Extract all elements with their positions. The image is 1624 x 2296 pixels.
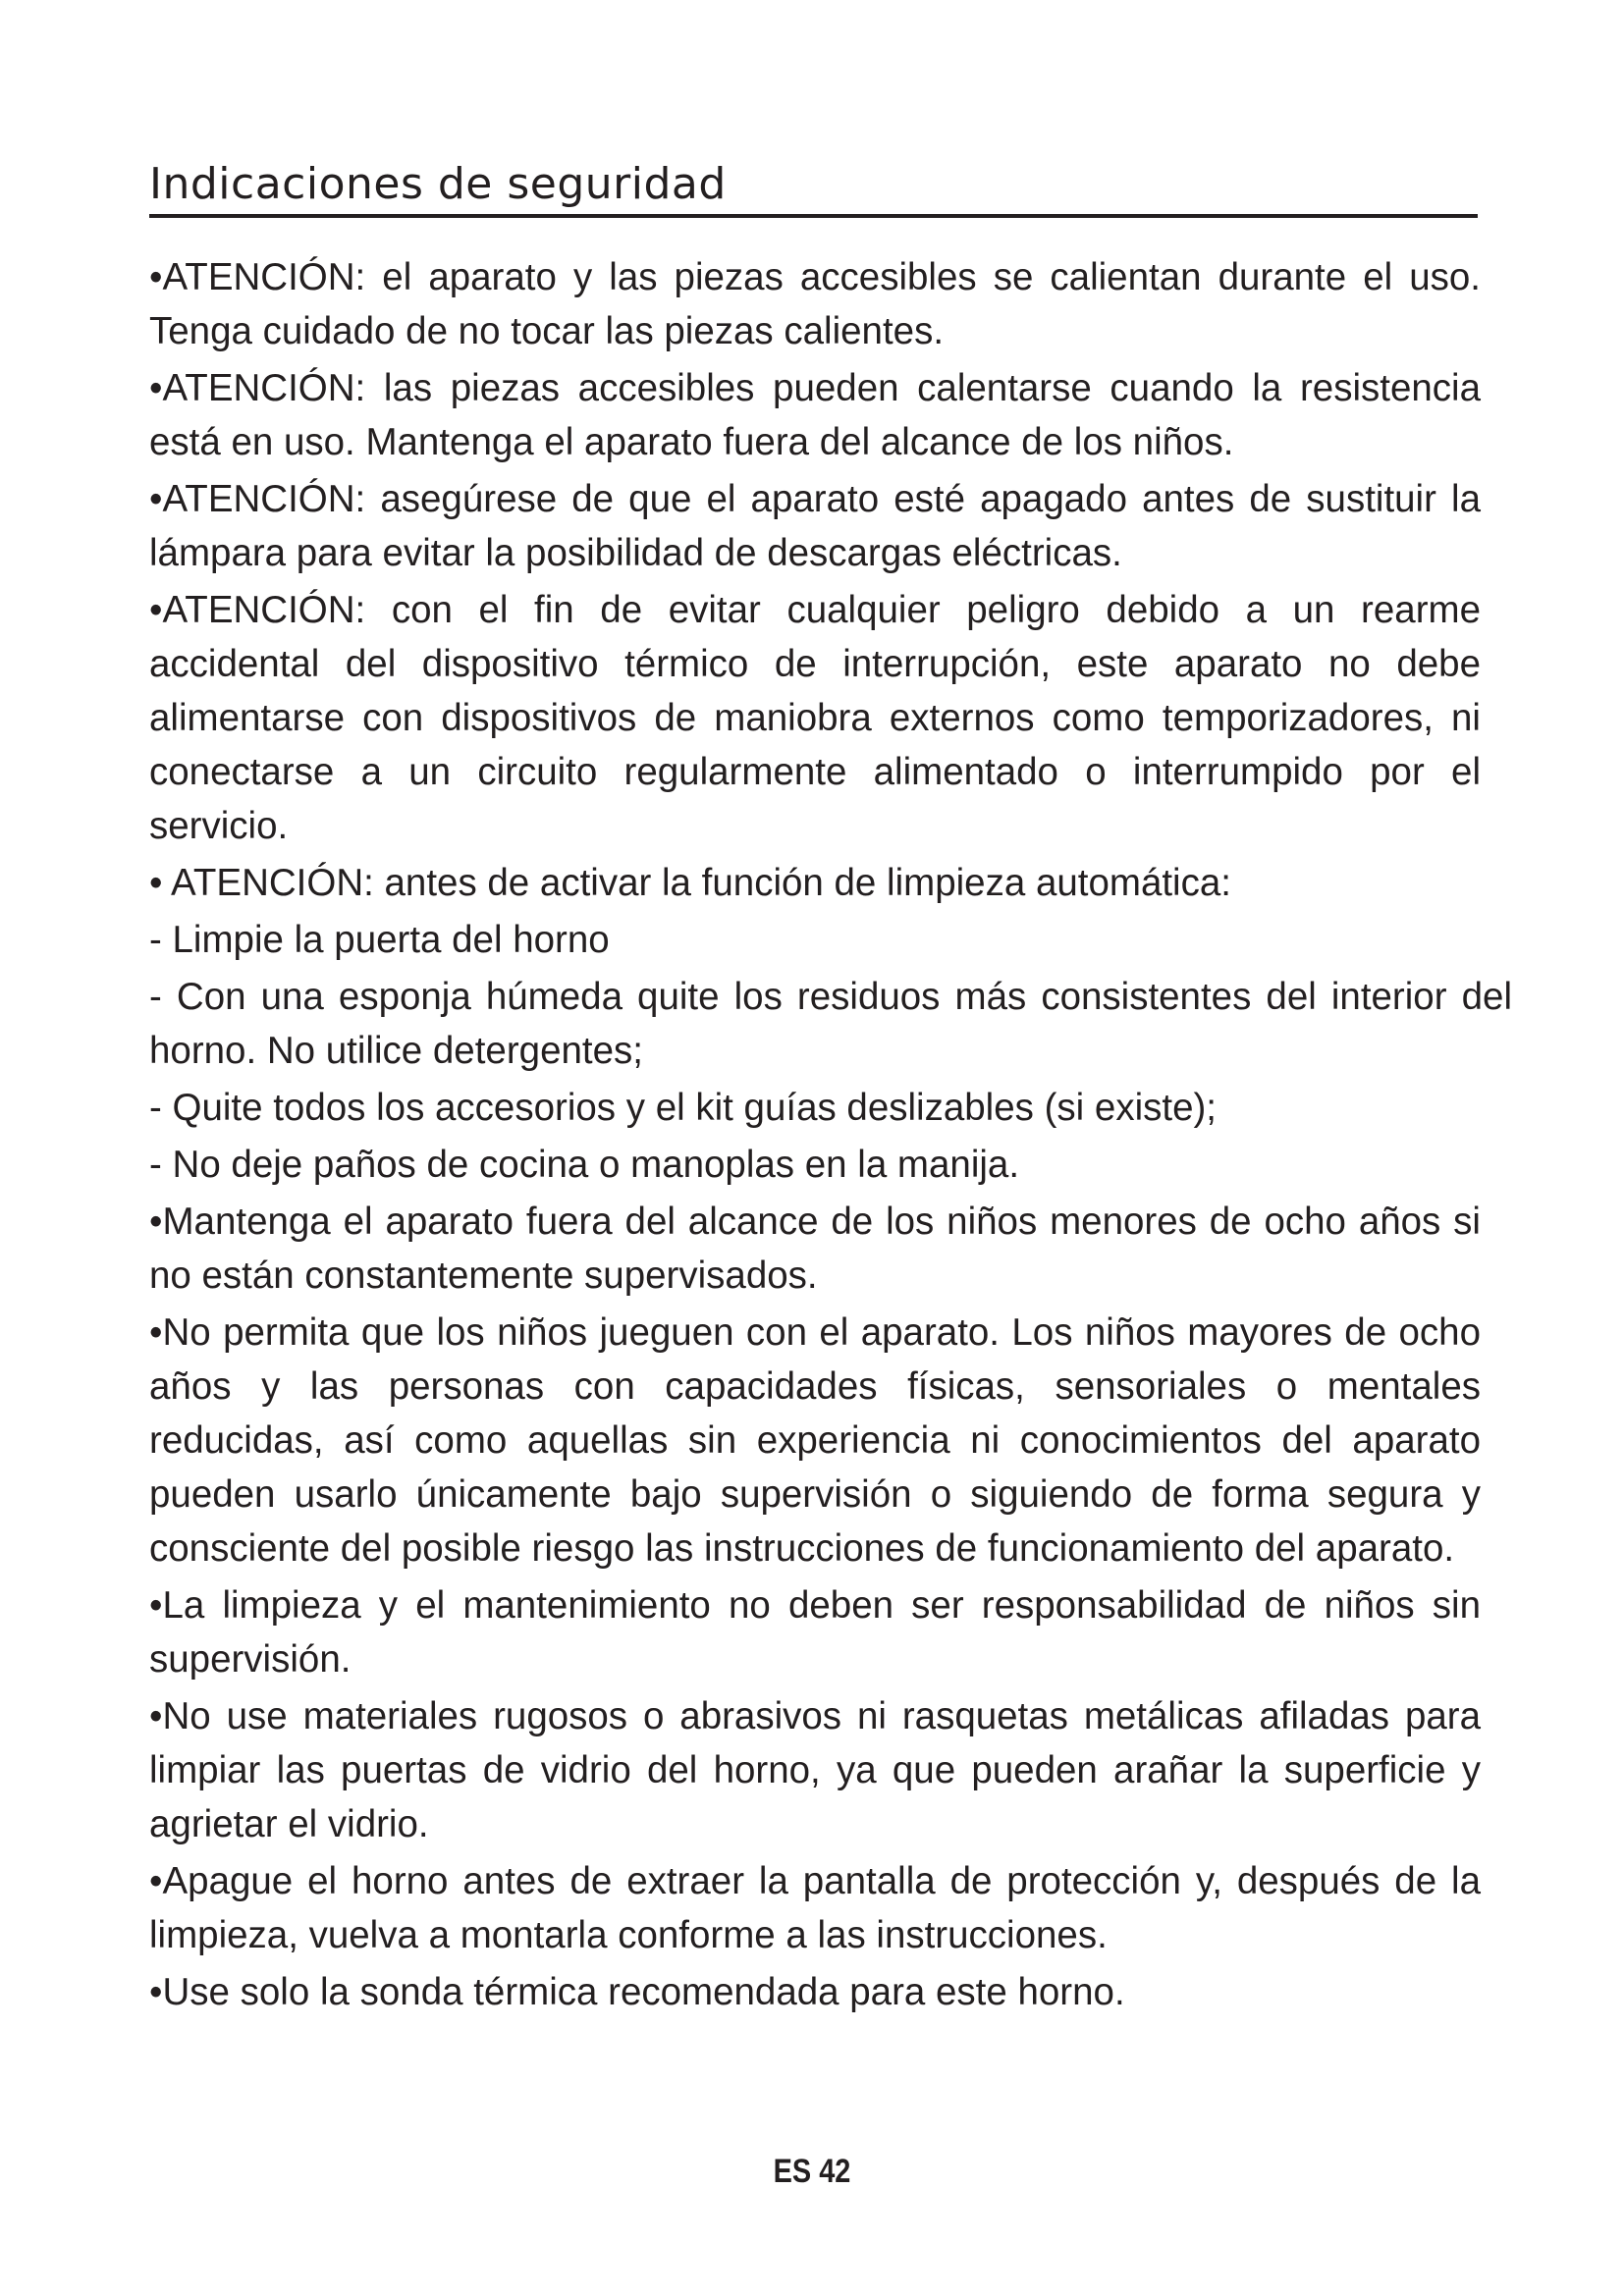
list-item-clean-door: - Limpie la puerta del horno <box>149 919 610 961</box>
page-number: ES 42 <box>773 2153 851 2190</box>
paragraph-children-age: •Mantenga el aparato fuera del alcance de los niños menores de ocho años si no están constantemente supervisados. <box>149 1201 1481 1297</box>
paragraph-self-cleaning-intro: • ATENCIÓN: antes de activar la función de limpieza automática: <box>149 862 1231 904</box>
list-item-sponge: - Con una esponja húmeda quite los residuos más consistentes del interior del horno. No utilice detergentes; <box>149 976 1512 1072</box>
safety-instructions <box>149 250 1512 2022</box>
list-item-towels: - No deje paños de cocina o manoplas en la manija. <box>149 1144 1020 1186</box>
heading-underline <box>149 214 1478 218</box>
paragraph-heating-element: •ATENCIÓN: las piezas accesibles pueden calentarse cuando la resistencia está en uso. Mantenga el aparato fuera del alcance de los niños. <box>149 367 1481 463</box>
paragraph-protection-screen: •Apague el horno antes de extraer la pantalla de protección y, después de la limpieza, vuelva a montarla conforme a las instrucciones. <box>149 1860 1481 1956</box>
paragraph-cleaning-supervision: •La limpieza y el mantenimiento no deben ser responsabilidad de niños sin supervisión. <box>149 1584 1481 1681</box>
list-item-remove-accessories: - Quite todos los accesorios y el kit guías deslizables (si existe); <box>149 1087 1218 1129</box>
paragraph-thermal-cutout: •ATENCIÓN: con el fin de evitar cualquier peligro debido a un rearme accidental del dispositivo térmico de interrupción, este aparato no debe alimentarse con dispositivos de maniobra externos como temporizadores, ni conectarse a un circuito regularmente alimentado o interrumpido por el servicio. <box>149 589 1481 847</box>
paragraph-hot-parts: •ATENCIÓN: el aparato y las piezas accesibles se calientan durante el uso. Tenga cuidado de no tocar las piezas calientes. <box>149 256 1481 352</box>
paragraph-children-play: •No permita que los niños jueguen con el aparato. Los niños mayores de ocho años y las personas con capacidades físicas, sensoriales o mentales reducidas, así como aquellas sin experiencia ni conocimientos del aparato pueden usarlo únicamente bajo supervisión o siguiendo de forma segura y consciente del posible riesgo las instrucciones de funcionamiento del aparato. <box>149 1311 1481 1570</box>
paragraph-lamp-replacement: •ATENCIÓN: asegúrese de que el aparato esté apagado antes de sustituir la lámpara para evitar la posibilidad de descargas eléctricas. <box>149 478 1481 574</box>
paragraph-abrasive-materials: •No use materiales rugosos o abrasivos ni rasquetas metálicas afiladas para limpiar las puertas de vidrio del horno, ya que pueden arañar la superficie y agrietar el vidrio. <box>149 1695 1481 1845</box>
paragraph-thermal-probe: •Use solo la sonda térmica recomendada para este horno. <box>149 1971 1125 2013</box>
section-heading: Indicaciones de seguridad <box>149 159 727 209</box>
